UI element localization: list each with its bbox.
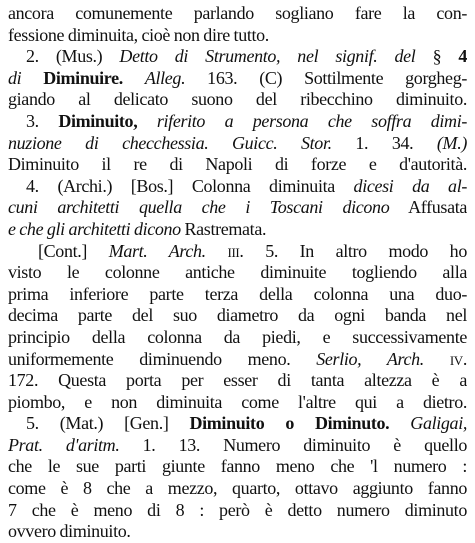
text-line bbox=[8, 219, 467, 241]
text-segment: che le sue parti giunte fanno meno che 'l numero : bbox=[8, 456, 467, 477]
text-segment: 1. 34. bbox=[331, 132, 437, 153]
text-segment: Affusata bbox=[389, 197, 467, 218]
text-segment: principio della colonna da piedi, e successivamente bbox=[8, 326, 467, 347]
text-segment: [Cont.] bbox=[38, 240, 109, 261]
text-line bbox=[8, 456, 467, 478]
text-line bbox=[8, 349, 467, 371]
text-segment: ancora comunemente parlando sogliano fare la con- bbox=[8, 3, 467, 23]
text-line bbox=[8, 327, 467, 349]
text-segment: uniformemente diminuendo meno. bbox=[8, 348, 317, 369]
text-segment: Alleg. bbox=[144, 67, 186, 88]
sense-heading-3 bbox=[8, 111, 467, 133]
text-segment: Mart. Arch. bbox=[108, 240, 206, 261]
text-segment: 3. bbox=[26, 110, 59, 131]
text-segment: iii bbox=[227, 240, 240, 261]
text-segment bbox=[137, 111, 157, 131]
text-segment: 7 che è meno di 8 : però è detto numero diminuto bbox=[8, 499, 467, 520]
text-segment bbox=[206, 241, 228, 261]
text-segment: piombo, e non diminuita come l'altre qui a dietro. bbox=[8, 391, 467, 412]
text-segment: visto le colonne antiche diminuite togliendo alla bbox=[8, 262, 467, 283]
text-segment: cuni architetti quella che i Toscani dicono bbox=[8, 197, 390, 218]
text-line bbox=[8, 197, 467, 219]
text-segment: di bbox=[8, 67, 44, 88]
text-segment: 4. (Archi.) [Bos.] Colonna diminuita bbox=[26, 175, 354, 196]
text-line bbox=[8, 262, 467, 284]
text-segment: iv bbox=[449, 348, 463, 369]
text-segment: 172. Questa porta per esser di tanta altezza è a bbox=[8, 370, 467, 391]
text-segment: § bbox=[415, 46, 459, 67]
sense-heading-5 bbox=[8, 413, 467, 435]
text-segment: come è 8 che a mezzo, quarto, ottavo aggiunto fanno bbox=[8, 478, 467, 499]
text-line bbox=[8, 89, 467, 111]
text-segment: Diminuito o Diminuto. bbox=[189, 413, 390, 434]
text-line bbox=[8, 68, 467, 90]
text-line bbox=[8, 305, 467, 327]
text-segment: ovvero diminuito. bbox=[8, 521, 131, 542]
text-line bbox=[8, 133, 467, 155]
text-line bbox=[8, 370, 467, 392]
text-segment bbox=[389, 413, 410, 433]
text-segment: 4 bbox=[458, 46, 467, 67]
text-line bbox=[8, 435, 467, 457]
text-segment: Serlio, Arch. bbox=[316, 348, 424, 369]
text-segment: prima inferiore parte terza della colonna una duo- bbox=[8, 283, 467, 304]
text-segment: 163. (C) Sottilmente gorgheg- bbox=[185, 67, 467, 88]
sense-heading-2 bbox=[8, 46, 467, 68]
text-segment: e che gli architetti dicono bbox=[8, 218, 181, 239]
text-segment bbox=[424, 349, 450, 369]
text-segment: Prat. d'aritm. bbox=[8, 434, 120, 455]
citation-line bbox=[8, 241, 467, 263]
text-segment: riferito a persona che soffra dimi- bbox=[156, 110, 467, 131]
text-segment: Galigai, bbox=[410, 413, 467, 434]
text-segment: Rastremata. bbox=[180, 218, 267, 239]
text-line bbox=[8, 25, 467, 47]
text-segment: dicesi da al- bbox=[353, 175, 467, 196]
text-segment: nuzione di checchessia. Guicc. Stor. bbox=[8, 132, 332, 153]
text-line bbox=[8, 521, 467, 543]
text-segment: fessione diminuita, cioè non dire tutto. bbox=[8, 24, 269, 45]
text-line bbox=[8, 284, 467, 306]
text-segment: giando al delicato suono del ribecchino diminuito. bbox=[8, 89, 467, 110]
text-segment: Diminuire. bbox=[43, 67, 123, 88]
text-line bbox=[8, 3, 467, 25]
text-line bbox=[8, 154, 467, 176]
text-segment: 2. (Mus.) bbox=[26, 46, 120, 67]
text-line bbox=[8, 500, 467, 522]
text-segment: 1. 13. Numero diminuito è quello bbox=[119, 434, 467, 455]
text-segment: Diminuito, bbox=[58, 110, 138, 131]
text-segment: . 5. In altro modo ho bbox=[239, 240, 467, 261]
text-segment: 5. (Mat.) [Gen.] bbox=[26, 413, 190, 434]
text-segment: Diminuito il re di Napoli di forze e d'autorità. bbox=[8, 154, 467, 175]
text-segment: decima parte del suo diametro da ogni banda nel bbox=[8, 305, 467, 326]
text-segment: . bbox=[462, 348, 467, 369]
text-line bbox=[8, 392, 467, 414]
text-segment: (M.) bbox=[436, 132, 467, 153]
sense-heading-4 bbox=[8, 176, 467, 198]
text-segment bbox=[123, 68, 145, 88]
text-line bbox=[8, 478, 467, 500]
text-segment: Detto di Strumento, nel signif. del bbox=[119, 46, 416, 67]
